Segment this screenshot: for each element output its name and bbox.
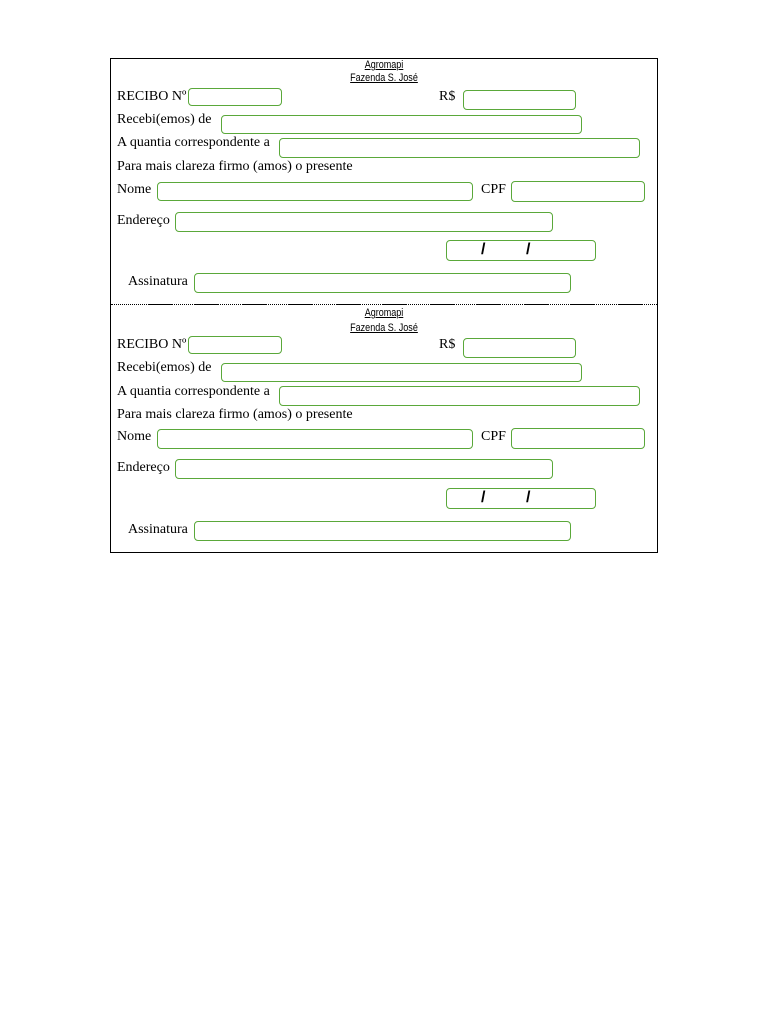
cut-line-dash — [148, 304, 172, 305]
amount-value-field[interactable] — [463, 338, 576, 358]
currency-label: R$ — [439, 89, 456, 104]
date-separator: / — [481, 241, 486, 258]
name-label: Nome — [117, 182, 152, 197]
amount-words-field[interactable] — [279, 138, 640, 158]
receipt-copy-top — [0, 58, 768, 304]
date-field[interactable] — [446, 240, 596, 261]
recibo-number-field[interactable] — [188, 336, 282, 354]
date-field[interactable] — [446, 488, 596, 509]
cut-line-dash — [524, 304, 548, 305]
amount-words-label: A quantia correspondente a — [117, 135, 270, 150]
date-separator: / — [481, 489, 486, 506]
cut-line-dash — [289, 304, 313, 305]
date-separator: / — [526, 489, 531, 506]
currency-label: R$ — [439, 337, 456, 352]
company-name: Agromapi — [364, 307, 404, 319]
received-from-field[interactable] — [221, 115, 582, 134]
signature-field[interactable] — [194, 521, 571, 541]
cpf-field[interactable] — [511, 181, 645, 202]
signature-label: Assinatura — [128, 522, 188, 537]
received-from-field[interactable] — [221, 363, 582, 382]
clarity-statement: Para mais clareza firmo (amos) o presente — [117, 159, 353, 174]
address-label: Endereço — [117, 460, 170, 475]
cut-line-dash — [336, 304, 360, 305]
cpf-field[interactable] — [511, 428, 645, 449]
amount-words-field[interactable] — [279, 386, 640, 406]
recibo-number-field[interactable] — [188, 88, 282, 106]
receipt-copy-bottom — [0, 306, 768, 552]
company-name: Agromapi — [364, 59, 404, 71]
recibo-number-label: RECIBO Nº — [117, 89, 187, 104]
date-separator: / — [526, 241, 531, 258]
received-from-label: Recebi(emos) de — [117, 112, 212, 127]
cpf-label: CPF — [481, 429, 506, 444]
cut-line-dash — [430, 304, 454, 305]
cut-line-dash — [242, 304, 266, 305]
farm-name: Fazenda S. José — [350, 72, 418, 84]
recibo-number-label: RECIBO Nº — [117, 337, 187, 352]
address-field[interactable] — [175, 212, 553, 232]
received-from-label: Recebi(emos) de — [117, 360, 212, 375]
cut-line-dash — [195, 304, 219, 305]
cut-line-dash — [618, 304, 642, 305]
cpf-label: CPF — [481, 182, 506, 197]
cut-line-dash — [571, 304, 595, 305]
address-field[interactable] — [175, 459, 553, 479]
amount-words-label: A quantia correspondente a — [117, 384, 270, 399]
name-label: Nome — [117, 429, 152, 444]
name-field[interactable] — [157, 182, 473, 201]
cut-line-dash — [383, 304, 407, 305]
farm-name: Fazenda S. José — [350, 322, 418, 334]
amount-value-field[interactable] — [463, 90, 576, 110]
signature-label: Assinatura — [128, 274, 188, 289]
name-field[interactable] — [157, 429, 473, 449]
cut-line-dash — [477, 304, 501, 305]
clarity-statement: Para mais clareza firmo (amos) o presente — [117, 407, 353, 422]
address-label: Endereço — [117, 213, 170, 228]
signature-field[interactable] — [194, 273, 571, 293]
